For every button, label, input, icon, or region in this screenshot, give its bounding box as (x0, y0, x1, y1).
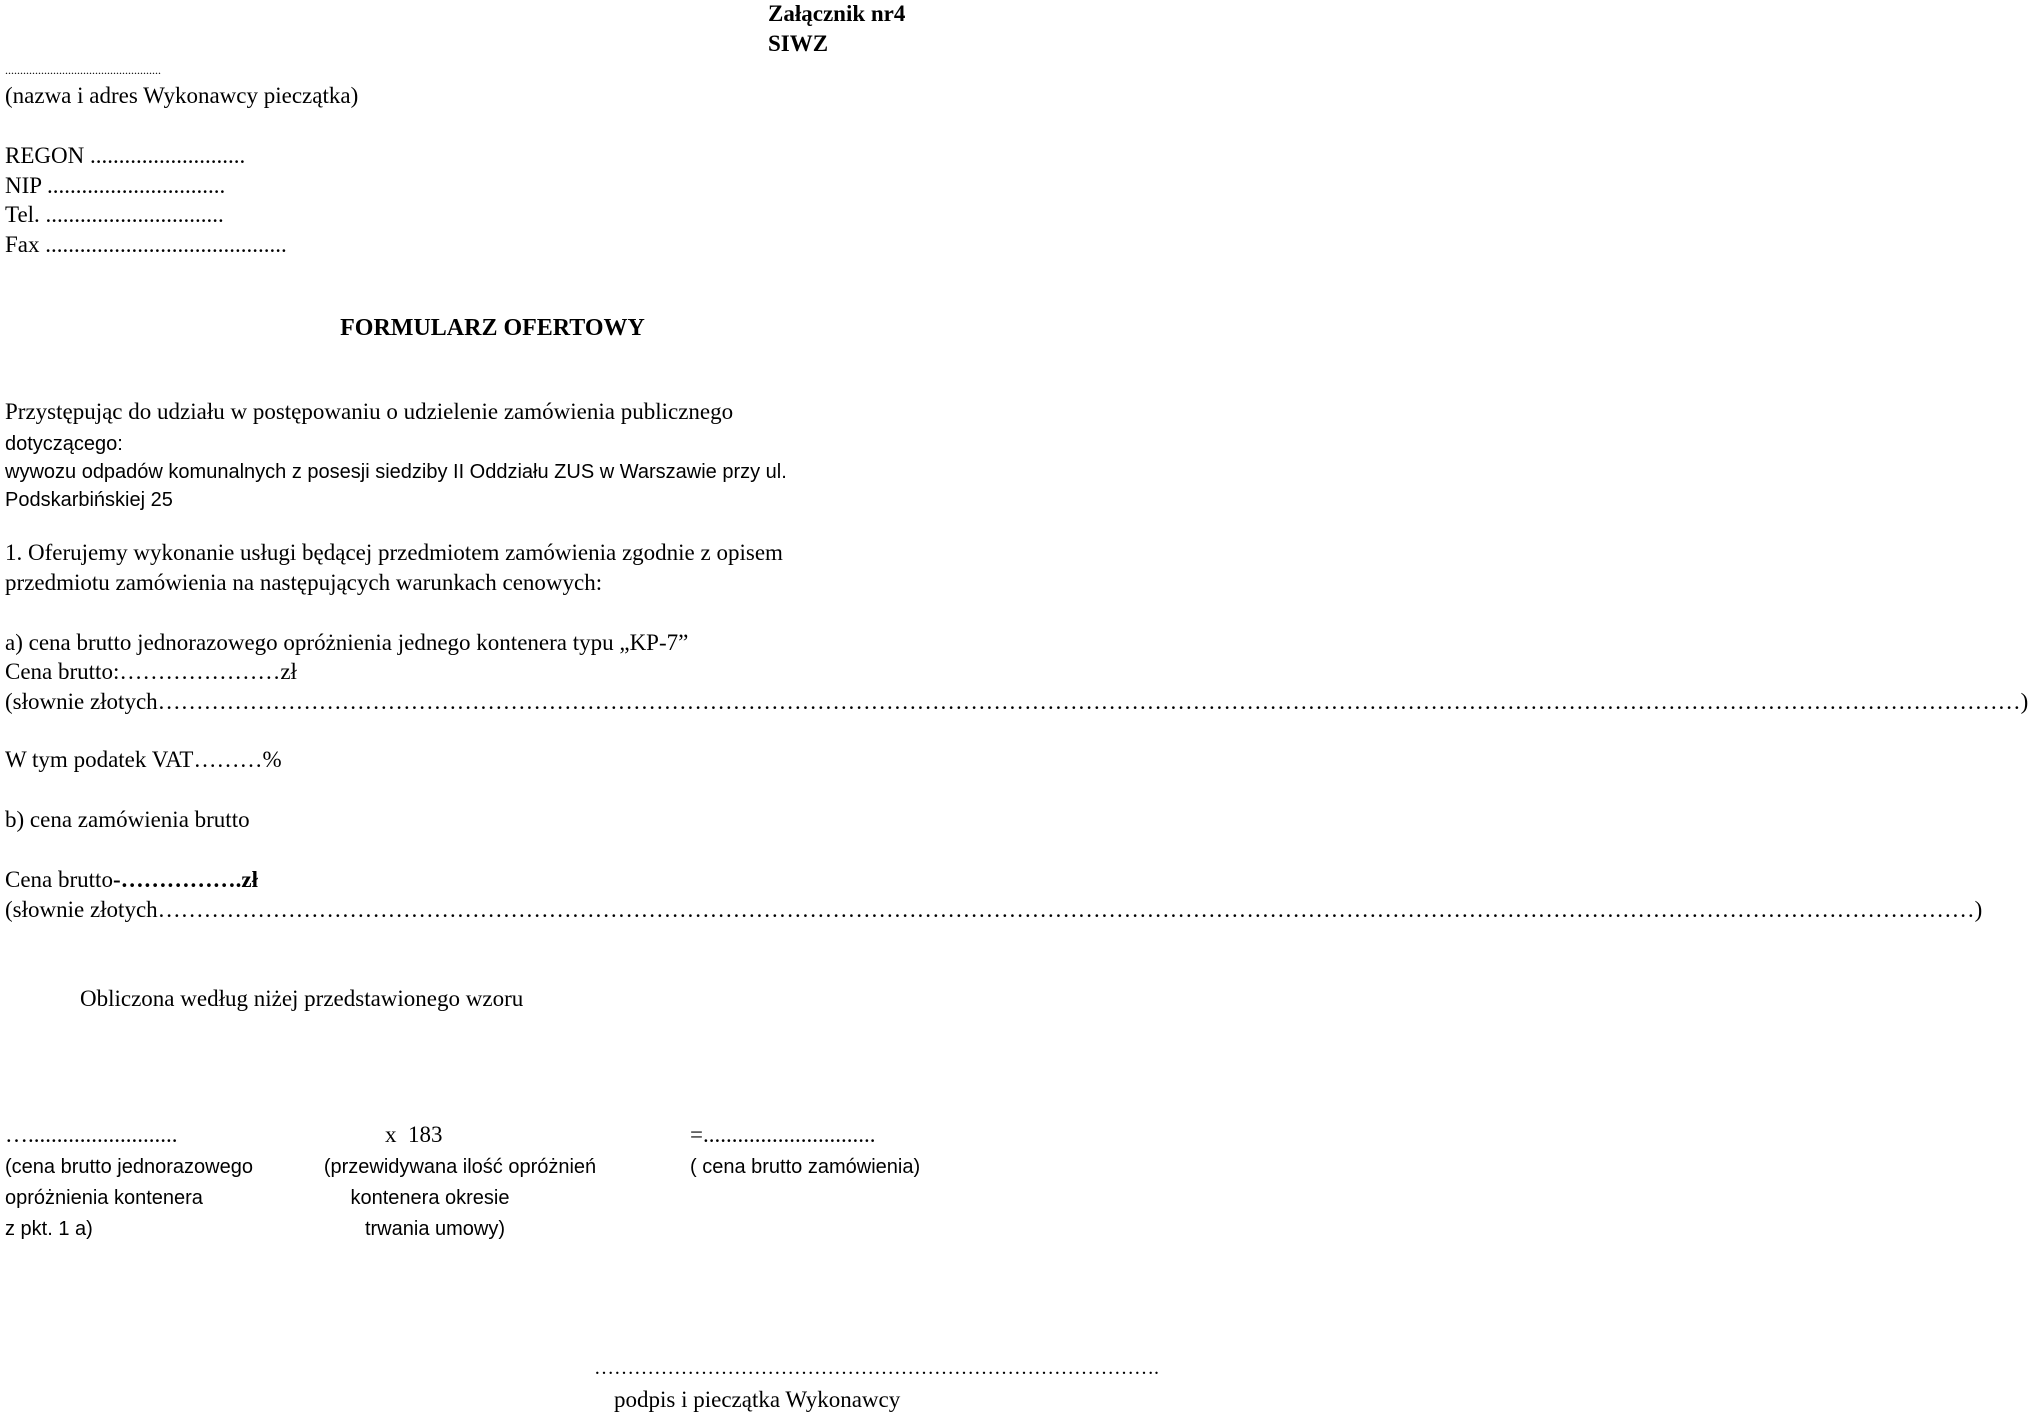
formula-col3-value: =.............................. (690, 1122, 876, 1147)
formula-col1-line-1: (cena brutto jednorazowego (5, 1156, 253, 1178)
formula-col2-line-3: trwania umowy) (364, 1218, 506, 1240)
section1-line-2: przedmiotu zamówienia na następujących warunkach cenowych: (5, 570, 603, 595)
tel-field: Tel. ............................... (5, 202, 224, 227)
formula-col2-line-1: (przewidywana ilość opróżnień (323, 1156, 597, 1178)
fax-field: Fax .......................................... (5, 232, 287, 257)
siwz-label: SIWZ (768, 31, 829, 56)
part-a-heading: a) cena brutto jednorazowego opróżnienia jednego kontenera typu „KP-7” (5, 630, 689, 655)
formula-col2-value: x 183 (385, 1122, 443, 1147)
part-a-words: (słownie złotych………………………………………………………………………………………………………………………………………………………………………………………………………………………) (5, 689, 2028, 714)
section1-line-1: 1. Oferujemy wykonanie usługi będącej przedmiotem zamówienia zgodnie z opisem (5, 540, 783, 565)
regon-field: REGON ........................... (5, 143, 246, 168)
part-b-price-value: -…………….zł (112, 867, 258, 892)
part-a-price: Cena brutto:…………………zł (5, 659, 297, 684)
formula-note: Obliczona według niżej przedstawionego wzoru (80, 986, 524, 1011)
contractor-label: (nazwa i adres Wykonawcy pieczątka) (5, 83, 359, 108)
part-b-heading: b) cena zamówienia brutto (5, 807, 250, 832)
contractor-dots: .................................................... (5, 63, 161, 77)
part-b-price (5, 868, 258, 891)
vat-line: W tym podatek VAT………% (5, 747, 282, 772)
intro-line-2: dotyczącego: (5, 433, 123, 455)
formula-col1-line-3: z pkt. 1 a) (5, 1218, 93, 1240)
form-title: FORMULARZ OFERTOWY (340, 315, 645, 341)
part-b-price-prefix: Cena brutto (5, 867, 113, 892)
formula-col2-line-2: kontenera okresie (350, 1187, 510, 1209)
formula-col3-line-1: ( cena brutto zamówienia) (690, 1156, 921, 1178)
signature-dots: …………………………………………………………………………. (594, 1357, 1159, 1379)
formula-col1-value: ….......................... (5, 1122, 178, 1147)
attachment-label: Załącznik nr4 (768, 1, 906, 26)
intro-line-1: Przystępując do udziału w postępowaniu o udzielenie zamówienia publicznego (5, 399, 734, 424)
intro-line-4: Podskarbińskiej 25 (5, 489, 173, 511)
intro-line-3: wywozu odpadów komunalnych z posesji siedziby II Oddziału ZUS w Warszawie przy ul. (5, 461, 787, 483)
part-b-words: (słownie złotych…………………………………………………………………………………………………………………………………………………………………………………………………………………) (5, 897, 1983, 922)
nip-field: NIP ............................... (5, 173, 226, 198)
signature-label: podpis i pieczątka Wykonawcy (614, 1387, 901, 1412)
formula-col1-line-2: opróżnienia kontenera (5, 1187, 203, 1209)
